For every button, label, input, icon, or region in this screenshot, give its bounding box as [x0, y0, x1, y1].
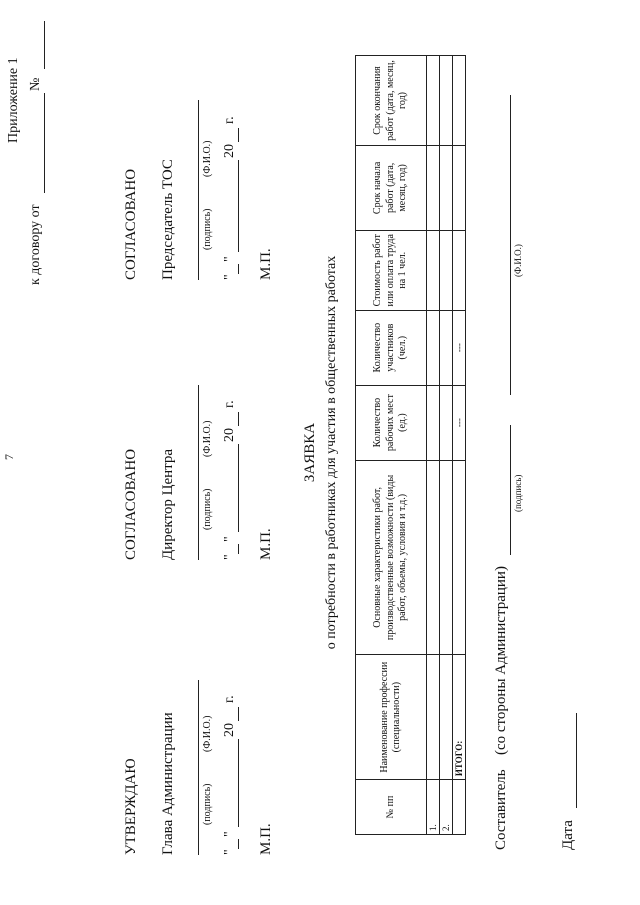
total-empty — [453, 145, 466, 230]
total-empty — [453, 460, 466, 655]
table-cell — [440, 56, 453, 146]
total-label: ИТОГО: — [453, 655, 466, 780]
header-profession: Наименование профессии (специальности) — [356, 655, 427, 780]
compiler-side: (со стороны Администрации) — [493, 566, 509, 755]
agree2-year: 20 — [222, 144, 237, 158]
table-cell — [427, 230, 440, 310]
compiler-fio-line — [510, 95, 511, 395]
contract-date-line — [44, 93, 45, 193]
header-characteristics: Основные характеристики работ, производственные возможности (виды работ, объемы, условия и т.д.) — [356, 460, 427, 655]
agree2-fio-label: (Ф.И.О.) — [202, 140, 213, 177]
total-places: --- — [453, 385, 466, 460]
agree2-sign-line — [198, 100, 199, 280]
table-cell — [427, 56, 440, 146]
header-participants: Количество участников (чел.) — [356, 310, 427, 385]
agree2-year-suffix: г. — [222, 116, 237, 124]
header-end: Срок окончания работ (дата, месяц, год) — [356, 56, 427, 146]
page-number: 7 — [2, 454, 16, 460]
approve-year: 20 — [222, 723, 237, 737]
approve-mp: М.П. — [258, 823, 274, 855]
table-cell — [440, 310, 453, 385]
agree1-date-open: " — [222, 554, 237, 560]
table-cell — [440, 230, 453, 310]
table-cell — [440, 145, 453, 230]
agree2-date-close: " — [222, 256, 237, 262]
approve-fio-label: (Ф.И.О.) — [202, 715, 213, 752]
agree1-fio-label: (Ф.И.О.) — [202, 420, 213, 457]
date-line — [576, 713, 577, 808]
table-cell — [440, 655, 453, 780]
approve-signature-label: (подпись) — [202, 783, 213, 825]
table-cell — [440, 460, 453, 655]
header-places: Количество рабочих мест (ед.) — [356, 385, 427, 460]
agree1-position: Директор Центра — [160, 448, 176, 560]
table-cell — [427, 385, 440, 460]
agree2-date-open: " — [222, 274, 237, 280]
table-cell — [427, 310, 440, 385]
table-row — [440, 56, 453, 835]
agree2-heading: СОГЛАСОВАНО — [123, 168, 139, 280]
approve-sign-line — [198, 680, 199, 855]
compiler-sign-line — [510, 425, 511, 555]
table-total-row — [453, 56, 466, 835]
header-start: Срок начала работ (дата, месяц, год) — [356, 145, 427, 230]
approve-position: Глава Администрации — [160, 712, 176, 855]
date-label: Дата — [560, 820, 576, 850]
contract-no-label: № — [28, 77, 43, 91]
contract-prefix: к договору от — [28, 204, 43, 285]
agree1-sign-line — [198, 385, 199, 560]
table-row — [427, 56, 440, 835]
total-participants: --- — [453, 310, 466, 385]
document-title: ЗАЯВКА — [302, 422, 318, 483]
request-table — [355, 55, 466, 835]
table-cell — [427, 460, 440, 655]
approve-year-suffix: г. — [222, 695, 237, 703]
approve-date-open: " — [222, 849, 237, 855]
annex-title: Приложение 1 — [6, 57, 21, 143]
total-empty — [453, 780, 466, 835]
row-number: 1. — [427, 780, 440, 835]
contract-number-line — [44, 21, 45, 69]
agree1-year-suffix: г. — [222, 400, 237, 408]
compiler-signature-label: (подпись) — [513, 474, 523, 512]
table-header-row — [356, 56, 427, 835]
agree1-date-close: " — [222, 536, 237, 542]
agree2-position: Председатель ТОС — [160, 159, 176, 280]
table-cell — [427, 655, 440, 780]
agree1-year: 20 — [222, 428, 237, 442]
header-number: № пп — [356, 780, 427, 835]
table-cell — [427, 145, 440, 230]
compiler-fio-label: (Ф.И.О.) — [513, 244, 523, 277]
approve-date-close: " — [222, 831, 237, 837]
total-empty — [453, 56, 466, 146]
compiler-label: Составитель — [493, 769, 509, 850]
total-empty — [453, 230, 466, 310]
agree1-heading: СОГЛАСОВАНО — [123, 448, 139, 560]
approve-heading: УТВЕРЖДАЮ — [123, 758, 139, 855]
row-number: 2. — [440, 780, 453, 835]
document-subtitle: о потребности в работниках для участия в общественных работах — [324, 255, 339, 650]
agree2-signature-label: (подпись) — [202, 208, 213, 250]
agree1-signature-label: (подпись) — [202, 488, 213, 530]
agree1-mp: М.П. — [258, 528, 274, 560]
table-cell — [440, 385, 453, 460]
header-cost: Стоимость работ или оплата труда на 1 чел. — [356, 230, 427, 310]
agree2-mp: М.П. — [258, 248, 274, 280]
